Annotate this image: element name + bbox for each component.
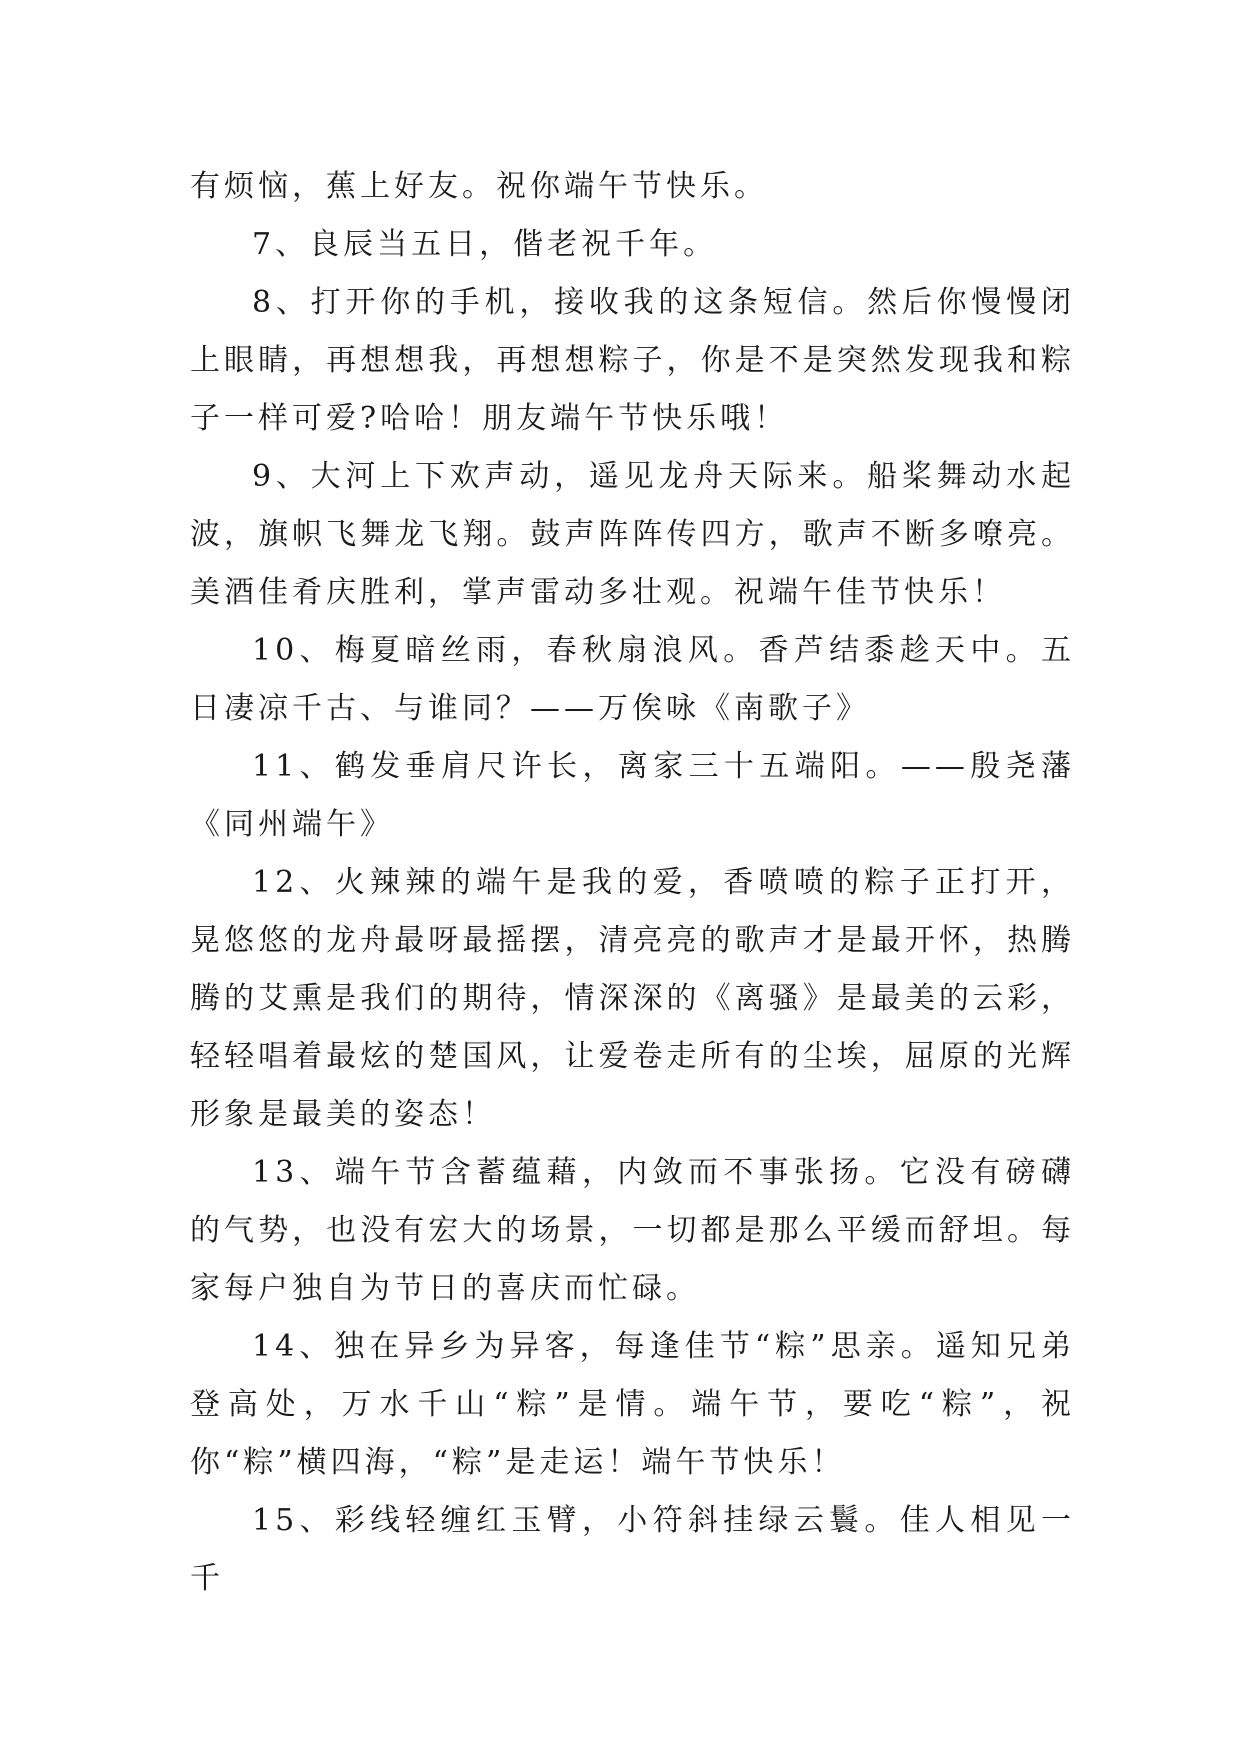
paragraph-item-15: 15、彩线轻缠红玉臂，小符斜挂绿云鬟。佳人相见一千 [190, 1503, 1075, 1596]
paragraph-item-7: 7、良辰当五日，偕老祝千年。 [252, 227, 718, 262]
paragraph-item-8: 8、打开你的手机，接收我的这条短信。然后你慢慢闭上眼睛，再想想我，再想想粽子，你是不是突然发现我和粽子一样可爱?哈哈！朋友端午节快乐哦！ [190, 285, 1075, 436]
paragraph-item-9: 9、大河上下欢声动，遥见龙舟天际来。船桨舞动水起波，旗帜飞舞龙飞翔。鼓声阵阵传四方，歌声不断多嘹亮。美酒佳肴庆胜利，掌声雷动多壮观。祝端午佳节快乐！ [190, 459, 1075, 610]
paragraph-item-11: 11、鹤发垂肩尺许长，离家三十五端阳。——殷尧藩《同州端午》 [190, 749, 1075, 842]
paragraph-continuation: 有烦恼，蕉上好友。祝你端午节快乐。 [190, 169, 768, 204]
paragraph-item-10: 10、梅夏暗丝雨，春秋扇浪风。香芦结黍趁天中。五日凄凉千古、与谁同？——万俟咏《南歌子》 [190, 633, 1075, 726]
paragraph-item-14: 14、独在异乡为异客，每逢佳节“粽”思亲。遥知兄弟登高处，万水千山“粽”是情。端午节，要吃“粽”，祝你“粽”横四海，“粽”是走运！端午节快乐！ [190, 1329, 1075, 1480]
document-body [190, 158, 1075, 1608]
paragraph-item-12: 12、火辣辣的端午是我的爱，香喷喷的粽子正打开，晃悠悠的龙舟最呀最摇摆，清亮亮的歌声才是最开怀，热腾腾的艾熏是我们的期待，情深深的《离骚》是最美的云彩，轻轻唱着最炫的楚国风，让爱卷走所有的尘埃，屈原的光辉形象是最美的姿态！ [190, 865, 1075, 1132]
paragraph-item-13: 13、端午节含蓄蕴藉，内敛而不事张扬。它没有磅礴的气势，也没有宏大的场景，一切都是那么平缓而舒坦。每家每户独自为节日的喜庆而忙碌。 [190, 1155, 1075, 1306]
